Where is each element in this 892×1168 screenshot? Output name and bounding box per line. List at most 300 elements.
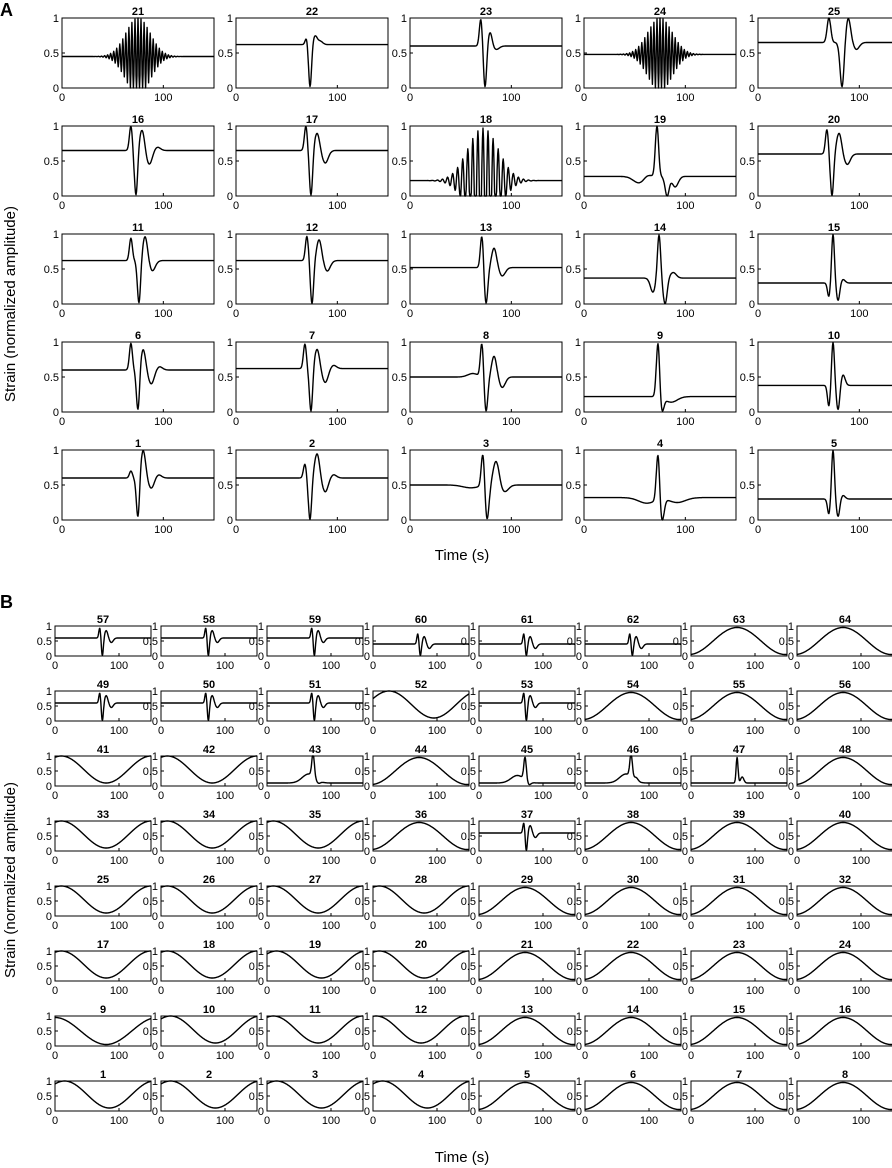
y-tick-label: 0	[257, 911, 264, 923]
subplot-title: 8	[482, 330, 490, 342]
axes-box	[691, 691, 787, 721]
y-tick-label: 1	[45, 686, 52, 698]
x-tick-label: 100	[639, 920, 659, 932]
waveform-line	[585, 1083, 681, 1110]
x-tick-label: 100	[850, 308, 869, 320]
waveform-line	[410, 237, 562, 303]
waveform-line	[691, 693, 787, 720]
subplot-title: 38	[626, 809, 640, 821]
y-tick-label: 0	[574, 191, 581, 203]
y-tick-label: 0.5	[460, 636, 476, 648]
subplot-a-20	[740, 114, 892, 212]
y-tick-label: 0	[575, 716, 582, 728]
y-tick-label: 0.5	[142, 961, 158, 973]
y-tick-label: 1	[681, 1076, 688, 1088]
subplot-title: 1	[99, 1069, 107, 1081]
y-tick-label: 1	[575, 881, 582, 893]
x-tick-label: 0	[51, 790, 59, 802]
x-tick-label: 100	[427, 920, 447, 932]
subplot-title: 61	[520, 614, 534, 626]
y-tick-label: 0.5	[248, 896, 264, 908]
y-tick-label: 0	[787, 1106, 794, 1118]
x-tick-label: 100	[427, 790, 447, 802]
x-tick-label: 100	[154, 200, 173, 212]
subplot-title: 26	[202, 874, 216, 886]
y-tick-label: 0.5	[43, 480, 59, 492]
x-tick-label: 0	[581, 855, 589, 867]
y-tick-label: 0.5	[778, 1026, 794, 1038]
x-tick-label: 0	[232, 524, 240, 536]
subplot-title: 57	[96, 614, 110, 626]
y-tick-label: 0.5	[391, 156, 407, 168]
x-tick-label: 100	[154, 416, 173, 428]
x-tick-label: 0	[581, 790, 589, 802]
y-tick-label: 0	[787, 976, 794, 988]
y-tick-label: 0	[681, 846, 688, 858]
subplot-title: 25	[96, 874, 110, 886]
subplot-title: 54	[626, 679, 640, 691]
subplot-title: 15	[827, 222, 841, 234]
axes-box	[55, 821, 151, 851]
x-tick-label: 100	[328, 92, 347, 104]
subplot-a-2	[218, 438, 388, 536]
subplot-title: 63	[732, 614, 746, 626]
y-tick-label: 0	[681, 716, 688, 728]
y-tick-label: 0.5	[566, 1091, 582, 1103]
axes-box	[373, 821, 469, 851]
subplot-a-15	[740, 222, 892, 320]
y-tick-label: 0	[363, 976, 370, 988]
subplot-title: 37	[520, 809, 534, 821]
waveform-line	[373, 758, 469, 785]
y-tick-label: 1	[400, 229, 407, 241]
y-tick-label: 0.5	[354, 1091, 370, 1103]
axes-box	[585, 1081, 681, 1111]
x-tick-label: 0	[51, 855, 59, 867]
waveform-line	[373, 823, 469, 850]
x-tick-label: 0	[58, 524, 66, 536]
x-tick-label: 0	[58, 416, 66, 428]
y-tick-label: 1	[681, 751, 688, 763]
y-tick-label: 0.5	[778, 1091, 794, 1103]
waveform-line	[691, 823, 787, 850]
axes-box	[236, 234, 388, 304]
subplot-b-57	[37, 614, 151, 672]
y-tick-label: 1	[257, 881, 264, 893]
y-tick-label: 1	[787, 1011, 794, 1023]
waveform-line	[797, 693, 892, 720]
y-tick-label: 0	[52, 83, 59, 95]
subplot-a-5	[740, 438, 892, 536]
x-tick-label: 0	[51, 725, 59, 737]
x-tick-label: 0	[475, 660, 483, 672]
x-tick-label: 0	[754, 416, 762, 428]
subplot-title: 34	[202, 809, 216, 821]
y-tick-label: 0.5	[391, 372, 407, 384]
waveform-line	[267, 951, 363, 978]
waveform-line	[161, 628, 257, 655]
subplot-b-5	[461, 1069, 575, 1127]
subplot-title: 1	[134, 438, 142, 450]
x-tick-label: 100	[109, 1050, 129, 1062]
x-tick-label: 0	[369, 660, 377, 672]
subplot-b-45	[461, 744, 575, 802]
x-tick-label: 100	[215, 790, 235, 802]
axes-box	[691, 951, 787, 981]
y-tick-label: 0.5	[248, 961, 264, 973]
y-tick-label: 0.5	[43, 264, 59, 276]
subplot-b-58	[143, 614, 257, 672]
y-tick-label: 1	[257, 621, 264, 633]
y-tick-label: 1	[52, 337, 59, 349]
y-tick-label: 0.5	[739, 372, 755, 384]
y-tick-label: 1	[257, 946, 264, 958]
x-tick-label: 100	[639, 660, 659, 672]
subplot-title: 15	[732, 1004, 746, 1016]
y-tick-label: 0.5	[391, 480, 407, 492]
subplot-title: 33	[96, 809, 110, 821]
waveform-line	[267, 693, 363, 720]
waveform-line	[55, 951, 151, 978]
axes-box	[55, 886, 151, 916]
subplot-title: 22	[305, 6, 319, 18]
x-tick-label: 0	[263, 790, 271, 802]
x-tick-label: 0	[51, 1050, 59, 1062]
x-tick-label: 0	[580, 308, 588, 320]
y-tick-label: 1	[151, 1011, 158, 1023]
y-tick-label: 1	[400, 445, 407, 457]
y-tick-label: 0.5	[460, 831, 476, 843]
y-tick-label: 1	[45, 1011, 52, 1023]
y-tick-label: 0.5	[43, 156, 59, 168]
axes-box	[797, 691, 892, 721]
subplot-title: 45	[520, 744, 534, 756]
subplot-title: 3	[482, 438, 490, 450]
subplot-b-18	[143, 939, 257, 997]
subplot-title: 2	[308, 438, 316, 450]
subplot-title: 42	[202, 744, 216, 756]
y-tick-label: 0.5	[672, 766, 688, 778]
y-tick-label: 1	[575, 1076, 582, 1088]
y-tick-label: 0	[151, 716, 158, 728]
subplot-title: 58	[202, 614, 216, 626]
y-tick-label: 1	[787, 621, 794, 633]
x-tick-label: 100	[109, 1115, 129, 1127]
x-tick-label: 100	[676, 308, 695, 320]
x-tick-label: 0	[58, 308, 66, 320]
y-tick-label: 0.5	[142, 701, 158, 713]
axes-box	[479, 886, 575, 916]
axes-box	[585, 691, 681, 721]
subplot-title: 56	[838, 679, 852, 691]
subplot-title: 60	[414, 614, 428, 626]
subplot-b-33	[37, 809, 151, 867]
subplot-a-12	[218, 222, 388, 320]
y-tick-label: 1	[681, 621, 688, 633]
subplot-b-42	[143, 744, 257, 802]
subplot-b-28	[355, 874, 469, 932]
x-tick-label: 100	[850, 200, 869, 212]
waveform-line	[479, 693, 575, 720]
subplot-title: 62	[626, 614, 640, 626]
subplot-b-60	[355, 614, 469, 672]
subplot-b-29	[461, 874, 575, 932]
subplot-title: 6	[134, 330, 142, 342]
axes-box	[797, 886, 892, 916]
x-tick-label: 0	[475, 985, 483, 997]
x-tick-label: 0	[369, 1115, 377, 1127]
subplot-title: 41	[96, 744, 110, 756]
subplot-b-12	[355, 1004, 469, 1062]
x-tick-label: 0	[51, 660, 59, 672]
waveform-line	[691, 953, 787, 980]
y-tick-label: 0.5	[778, 766, 794, 778]
y-tick-label: 0	[748, 515, 755, 527]
x-tick-label: 0	[475, 725, 483, 737]
subplot-b-41	[37, 744, 151, 802]
y-tick-label: 0	[400, 191, 407, 203]
y-tick-label: 1	[45, 621, 52, 633]
x-tick-label: 100	[850, 524, 869, 536]
y-tick-label: 0.5	[672, 701, 688, 713]
y-tick-label: 0.5	[739, 480, 755, 492]
waveform-line	[585, 888, 681, 915]
x-tick-label: 0	[263, 985, 271, 997]
y-tick-label: 0	[151, 911, 158, 923]
x-tick-label: 100	[154, 92, 173, 104]
x-tick-label: 100	[502, 308, 521, 320]
subplot-title: 7	[308, 330, 316, 342]
y-tick-label: 0	[151, 781, 158, 793]
y-tick-label: 0.5	[566, 961, 582, 973]
y-tick-label: 1	[52, 445, 59, 457]
y-tick-label: 0.5	[565, 48, 581, 60]
subplot-a-9	[566, 330, 736, 428]
x-tick-label: 0	[406, 308, 414, 320]
y-tick-label: 1	[45, 946, 52, 958]
y-tick-label: 1	[575, 1011, 582, 1023]
y-tick-label: 1	[151, 1076, 158, 1088]
y-tick-label: 0	[400, 83, 407, 95]
y-tick-label: 1	[748, 445, 755, 457]
waveform-line	[161, 693, 257, 720]
x-tick-label: 0	[475, 1115, 483, 1127]
x-tick-label: 100	[109, 790, 129, 802]
x-tick-label: 100	[321, 1050, 341, 1062]
subplot-b-63	[673, 614, 787, 672]
y-tick-label: 1	[574, 445, 581, 457]
subplot-title: 12	[414, 1004, 428, 1016]
y-tick-label: 0	[257, 716, 264, 728]
x-tick-label: 100	[109, 855, 129, 867]
subplot-b-25	[37, 874, 151, 932]
x-tick-label: 100	[328, 524, 347, 536]
x-tick-label: 0	[580, 92, 588, 104]
x-tick-label: 100	[639, 855, 659, 867]
y-tick-label: 0	[748, 299, 755, 311]
axes-box	[55, 756, 151, 786]
x-tick-label: 100	[321, 1115, 341, 1127]
waveform-line	[410, 455, 562, 518]
waveform-line	[373, 951, 469, 978]
x-tick-label: 100	[533, 985, 553, 997]
x-tick-label: 100	[850, 92, 869, 104]
waveform-line	[62, 126, 214, 194]
waveform-line	[62, 343, 214, 409]
x-tick-label: 0	[406, 524, 414, 536]
subplot-title: 18	[202, 939, 216, 951]
subplot-title: 27	[308, 874, 322, 886]
y-tick-label: 1	[681, 881, 688, 893]
y-tick-label: 0.5	[217, 48, 233, 60]
y-tick-label: 0	[575, 976, 582, 988]
y-tick-label: 0	[45, 1106, 52, 1118]
subplot-title: 24	[838, 939, 852, 951]
y-tick-label: 1	[363, 816, 370, 828]
waveform-line	[585, 634, 681, 655]
y-tick-label: 1	[45, 1076, 52, 1088]
x-tick-label: 100	[639, 1115, 659, 1127]
subplot-title: 21	[520, 939, 534, 951]
y-tick-label: 0	[257, 781, 264, 793]
waveform-line	[161, 951, 257, 978]
y-tick-label: 1	[681, 686, 688, 698]
axes-box	[691, 821, 787, 851]
y-tick-label: 0	[574, 299, 581, 311]
waveform-line	[479, 634, 575, 655]
y-tick-label: 0.5	[354, 831, 370, 843]
y-tick-label: 0.5	[142, 896, 158, 908]
axes-box	[585, 821, 681, 851]
y-tick-label: 0	[363, 781, 370, 793]
y-tick-label: 1	[748, 121, 755, 133]
y-tick-label: 0	[257, 976, 264, 988]
y-tick-label: 1	[52, 13, 59, 25]
waveform-line	[585, 756, 681, 783]
y-tick-label: 0	[787, 1041, 794, 1053]
y-tick-label: 1	[748, 13, 755, 25]
y-tick-label: 1	[681, 1011, 688, 1023]
waveform-line	[584, 235, 736, 304]
waveform-line	[797, 628, 892, 655]
subplot-title: 13	[479, 222, 493, 234]
subplot-a-10	[740, 330, 892, 428]
subplot-title: 19	[308, 939, 322, 951]
y-tick-label: 0	[257, 1041, 264, 1053]
axes-box	[479, 1081, 575, 1111]
x-tick-label: 100	[745, 1115, 765, 1127]
subplot-b-22	[567, 939, 681, 997]
waveform-line	[410, 20, 562, 87]
x-tick-label: 0	[793, 985, 801, 997]
subplot-title: 25	[827, 6, 841, 18]
y-tick-label: 0.5	[142, 831, 158, 843]
axes-box	[479, 951, 575, 981]
y-tick-label: 0	[575, 911, 582, 923]
x-tick-label: 0	[232, 308, 240, 320]
x-tick-label: 0	[369, 725, 377, 737]
waveform-line	[584, 456, 736, 521]
y-tick-label: 1	[226, 445, 233, 457]
x-tick-label: 0	[581, 1050, 589, 1062]
y-tick-label: 0.5	[566, 1026, 582, 1038]
y-tick-label: 0.5	[566, 896, 582, 908]
subplot-title: 31	[732, 874, 746, 886]
x-tick-label: 0	[793, 790, 801, 802]
x-tick-label: 0	[754, 308, 762, 320]
subplot-a-13	[392, 222, 562, 320]
y-tick-label: 0	[469, 651, 476, 663]
waveform-line	[691, 1083, 787, 1110]
x-tick-label: 0	[157, 1115, 165, 1127]
y-tick-label: 1	[52, 229, 59, 241]
x-tick-label: 0	[51, 985, 59, 997]
subplot-b-64	[779, 614, 892, 672]
axes-box	[585, 886, 681, 916]
y-tick-label: 1	[469, 881, 476, 893]
waveform-line	[55, 628, 151, 655]
waveform-line	[479, 823, 575, 850]
subplot-b-19	[249, 939, 363, 997]
subplot-title: 53	[520, 679, 534, 691]
axes-box	[758, 342, 892, 412]
x-tick-label: 100	[533, 660, 553, 672]
y-tick-label: 0.5	[391, 48, 407, 60]
y-tick-label: 0.5	[43, 48, 59, 60]
y-tick-label: 0.5	[248, 1026, 264, 1038]
y-tick-label: 1	[226, 337, 233, 349]
subplot-title: 46	[626, 744, 640, 756]
axes-box	[161, 756, 257, 786]
waveform-line	[267, 1016, 363, 1043]
waveform-line	[161, 1016, 257, 1043]
subplot-title: 4	[656, 438, 664, 450]
subplot-title: 5	[523, 1069, 531, 1081]
subplot-title: 21	[131, 6, 145, 18]
x-tick-label: 100	[109, 725, 129, 737]
x-tick-label: 0	[687, 660, 695, 672]
x-tick-label: 0	[581, 725, 589, 737]
y-tick-label: 0.5	[672, 896, 688, 908]
x-tick-label: 100	[427, 725, 447, 737]
y-tick-label: 0	[257, 1106, 264, 1118]
x-tick-label: 0	[581, 1115, 589, 1127]
x-tick-label: 100	[215, 660, 235, 672]
waveform-line	[161, 886, 257, 913]
x-tick-label: 0	[793, 855, 801, 867]
y-tick-label: 0	[400, 299, 407, 311]
x-tick-label: 100	[427, 1050, 447, 1062]
subplot-title: 17	[305, 114, 319, 126]
subplot-b-51	[249, 679, 363, 737]
subplot-b-55	[673, 679, 787, 737]
waveform-line	[797, 1083, 892, 1110]
subplot-title: 24	[653, 6, 667, 18]
x-tick-label: 0	[687, 1115, 695, 1127]
y-tick-label: 0.5	[778, 831, 794, 843]
x-tick-label: 100	[427, 660, 447, 672]
x-tick-label: 100	[745, 985, 765, 997]
subplot-title: 22	[626, 939, 640, 951]
x-tick-label: 100	[745, 790, 765, 802]
x-tick-label: 0	[369, 920, 377, 932]
waveform-line	[373, 634, 469, 655]
y-tick-label: 1	[151, 621, 158, 633]
waveform-line	[797, 1018, 892, 1045]
y-tick-label: 0	[575, 846, 582, 858]
waveform-line	[758, 234, 892, 300]
waveform-line	[267, 1081, 363, 1108]
